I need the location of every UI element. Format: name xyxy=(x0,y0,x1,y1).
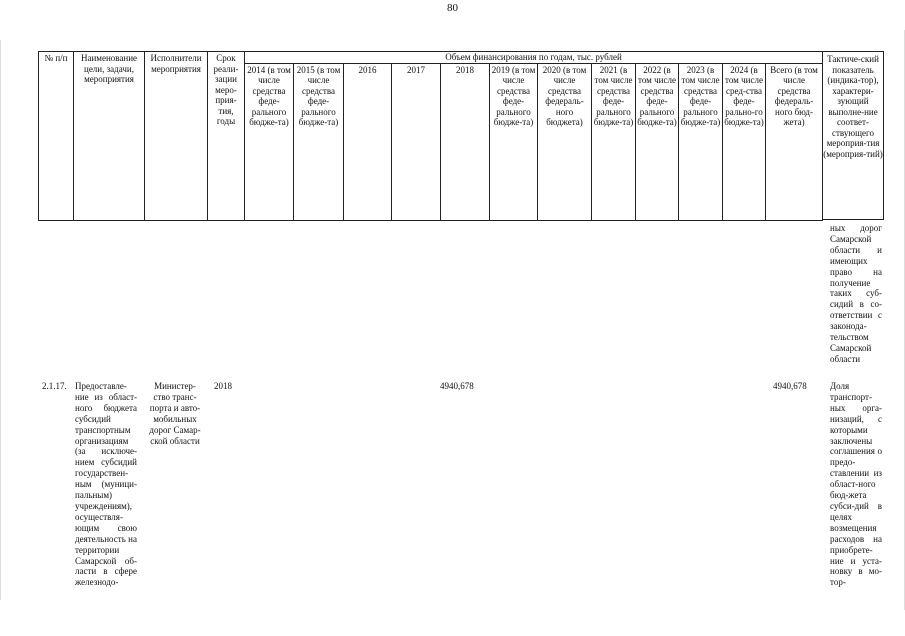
header-year-2016: 2016 xyxy=(344,63,392,220)
header-total: Всего (в том числе средства федераль-ного бюд-жета) xyxy=(766,63,823,220)
header-year-2014: 2014 (в том числе средства феде-рального бюдже-та) xyxy=(245,63,294,220)
row-executor: Министер-ство транс-порта и авто-мобильных дорог Самар-ской области xyxy=(149,381,201,446)
header-term: Срок реали-зации меро-прия-тия, годы xyxy=(208,52,245,221)
row-name: Предоставле-ние из област-ного бюджета субсидий транспортным организациям (за исключе-нием субсидий государствен-ным (муници-пальным) учреждениям), осуществля-ющим свою деятельность на территории Самарской об-ласти в сфере железнодо- xyxy=(75,381,137,588)
header-year-2017: 2017 xyxy=(392,63,441,220)
header-indicator: Тактиче-ский показатель (индика-тор), характери-зующий выполне-ние соответ-ствующего мероприя-тия (мероприя-тий) xyxy=(822,51,884,220)
header-year-2015: 2015 (в том числе средства феде-рального бюдже-та) xyxy=(294,63,344,220)
header-year-2019: 2019 (в том числе средства феде-рального бюдже-та) xyxy=(490,63,538,220)
row-indicator: Доля транспорт-ных орга-низаций, с которыми заключены соглашения о предо-ставлении из област-ного бюд-жета субси-дий в целях возмещения расходов на приобрете-ние и уста-новку в мо-тор- xyxy=(830,381,882,588)
header-executor: Исполнители мероприятия xyxy=(145,52,208,221)
row-value-2018: 4940,678 xyxy=(440,381,474,391)
header-name: Наименование цели, задачи, мероприятия xyxy=(74,52,145,221)
header-year-2024: 2024 (в том числе сред-ства феде-рально-го бюдже-та) xyxy=(723,63,766,220)
indicator-continuation: ных дорог Самарской области и имеющих право на получение таких суб-сидий в со-ответствии с законода-тельством Самарской области xyxy=(830,223,882,364)
funding-table-header xyxy=(38,51,823,221)
header-funding: Объем финансирования по годам, тыс. рублей xyxy=(245,52,823,64)
row-total: 4940,678 xyxy=(773,381,807,391)
header-number: № п/п xyxy=(39,52,74,221)
header-year-2021: 2021 (в том числе средства феде-рального бюдже-та) xyxy=(592,63,636,220)
header-year-2022: 2022 (в том числе средства феде-рального бюдже-та) xyxy=(636,63,679,220)
scan-edge-left xyxy=(0,40,1,600)
row-number: 2.1.17. xyxy=(42,381,67,391)
header-year-2023: 2023 (в том числе средства феде-рального бюдже-та) xyxy=(679,63,723,220)
page-number: 80 xyxy=(447,2,458,14)
row-term: 2018 xyxy=(214,381,232,391)
header-year-2018: 2018 xyxy=(441,63,490,220)
header-year-2020: 2020 (в том числе средства федераль-ного бюджета) xyxy=(538,63,592,220)
